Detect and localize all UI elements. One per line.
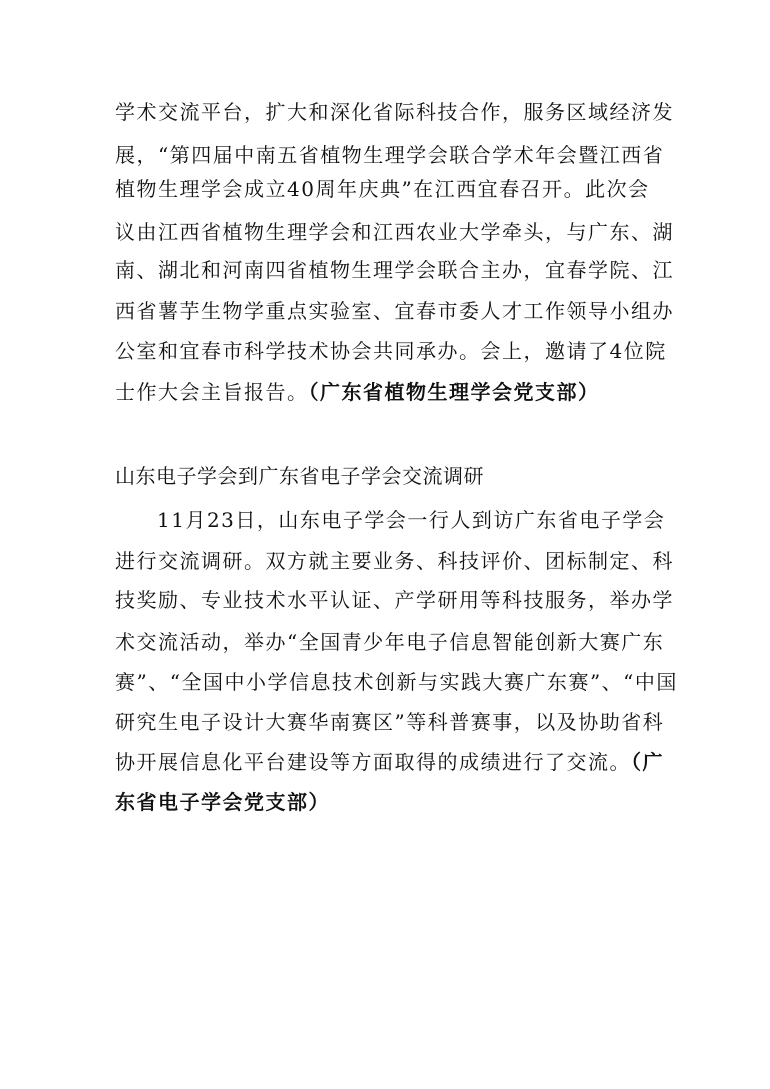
source-attribution-end: 东省电子学会党支部） — [115, 790, 330, 814]
source-attribution-start: （广 — [631, 750, 664, 774]
paragraph-line: 技奖励、专业技术水平认证、产学研用等科技服务，举办学 — [115, 588, 674, 612]
paragraph-line: 植物生理学会成立40周年庆典”在江西宜春召开。此次会 — [115, 177, 650, 201]
paragraph-line-last — [115, 377, 600, 407]
paragraph-line: 西省薯芋生物学重点实验室、宜春市委人才工作领导小组办 — [115, 299, 674, 323]
paragraph-line: 11月23日，山东电子学会一行人到访广东省电子学会 — [157, 508, 666, 532]
paragraph-line: 学术交流平台，扩大和深化省际科技合作，服务区域经济发 — [115, 100, 674, 124]
paragraph-line — [115, 747, 664, 777]
paragraph-line: 展，“第四届中南五省植物生理学会联合学术年会暨江西省 — [115, 143, 665, 167]
paragraph-line: 进行交流调研。双方就主要业务、科技评价、团标制定、科 — [115, 549, 674, 573]
source-attribution: （广东省植物生理学会党支部） — [308, 380, 600, 404]
section-title: 山东电子学会到广东省电子学会交流调研 — [115, 464, 484, 488]
paragraph-line: 术交流活动，举办“全国青少年电子信息智能创新大赛广东 — [115, 630, 665, 654]
paragraph-line: 赛”、“全国中小学信息技术创新与实践大赛广东赛”、“中国 — [115, 670, 678, 694]
paragraph-line: 研究生电子设计大赛华南赛区”等科普赛事，以及协助省科 — [115, 710, 665, 734]
paragraph-line: 南、湖北和河南四省植物生理学会联合主办，宜春学院、江 — [115, 258, 674, 282]
paragraph-line: 公室和宜春市科学技术协会共同承办。会上，邀请了4位院 — [115, 339, 667, 363]
paragraph-text: 士作大会主旨报告。 — [115, 380, 309, 404]
paragraph-line: 议由江西省植物生理学会和江西农业大学牵头，与广东、湖 — [115, 220, 674, 244]
paragraph-text: 协开展信息化平台建设等方面取得的成绩进行了交流。 — [115, 750, 631, 774]
